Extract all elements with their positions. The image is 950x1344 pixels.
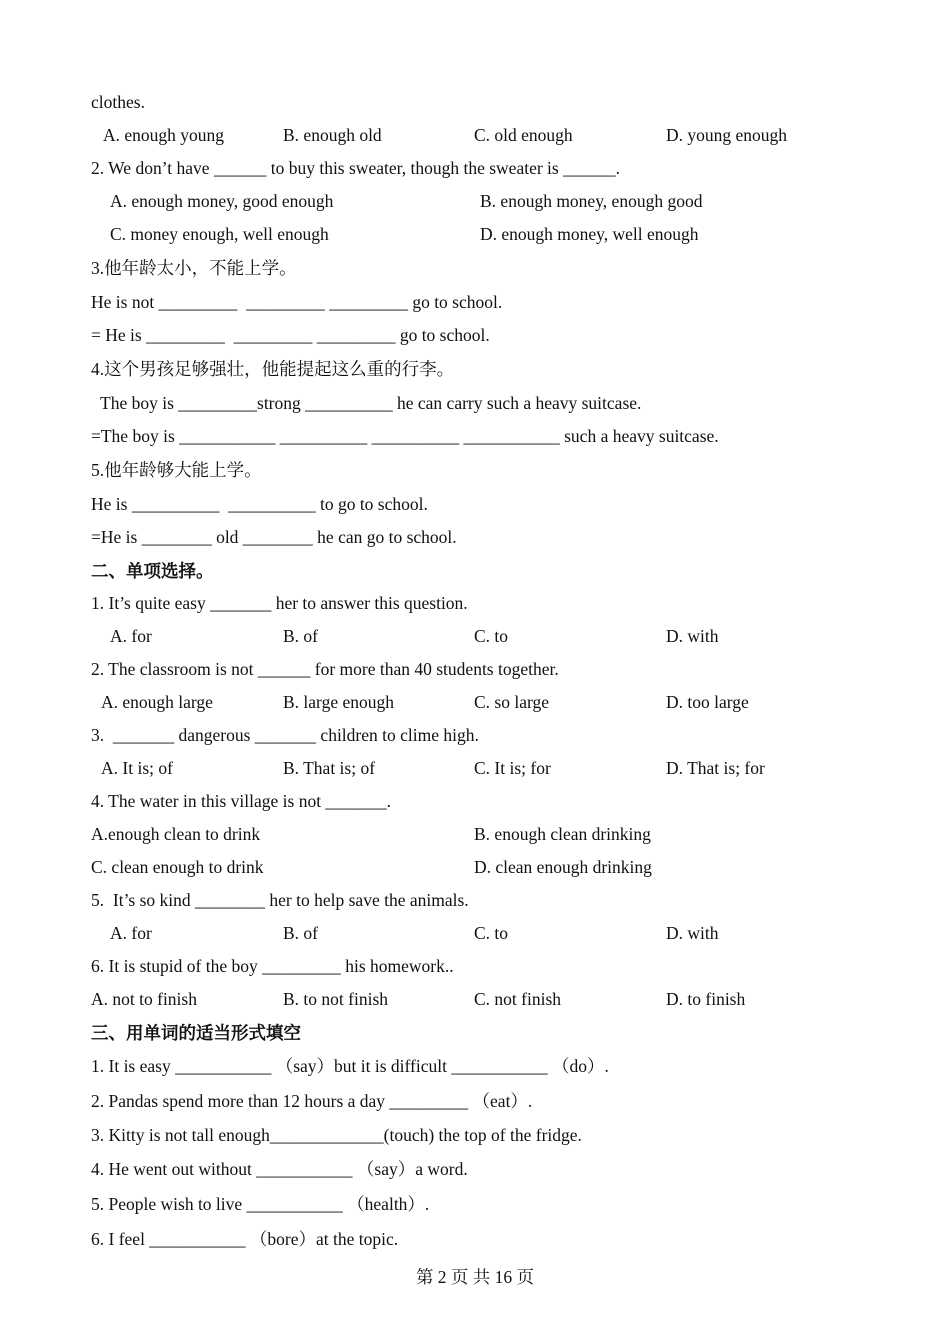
- option-b: B. of: [283, 626, 318, 646]
- section-heading: 二、单项选择。: [91, 561, 214, 581]
- option-a: A. enough money, good enough: [110, 191, 334, 211]
- option-d: D. clean enough drinking: [474, 857, 652, 877]
- text-line: The boy is _________strong __________ he can carry such a heavy suitcase.: [100, 393, 642, 413]
- question: 5. People wish to live ___________ （health）.: [91, 1194, 430, 1214]
- question: 5.他年龄够大能上学。: [91, 460, 262, 480]
- option-d: D. young enough: [666, 125, 788, 145]
- option-d: D. enough money, well enough: [480, 224, 699, 244]
- question: 5. It’s so kind ________ her to help save the animals.: [91, 890, 469, 910]
- option-c: C. to: [474, 923, 509, 943]
- question: 3.他年龄太小，不能上学。: [91, 258, 297, 278]
- question: 6. It is stupid of the boy _________ his homework..: [91, 956, 454, 976]
- option-c: C. not finish: [474, 989, 562, 1009]
- option-b: B. enough old: [283, 125, 382, 145]
- option-b: B. enough money, enough good: [480, 191, 703, 211]
- option-c: C. It is; for: [474, 758, 551, 778]
- text-line: = He is _________ _________ _________ go to school.: [91, 325, 490, 345]
- option-c: C. to: [474, 626, 509, 646]
- option-a: A. not to finish: [91, 989, 197, 1009]
- option-d: D. too large: [666, 692, 749, 712]
- question: 4.这个男孩足够强壮，他能提起这么重的行李。: [91, 359, 455, 379]
- option-b: B. of: [283, 923, 318, 943]
- option-a: A. for: [110, 923, 152, 943]
- text-line: =He is ________ old ________ he can go to school.: [91, 527, 457, 547]
- question: 2. Pandas spend more than 12 hours a day _________ （eat）.: [91, 1091, 533, 1111]
- option-a: A. enough young: [103, 125, 225, 145]
- option-d: D. to finish: [666, 989, 746, 1009]
- option-c: C. so large: [474, 692, 550, 712]
- question: 2. We don’t have ______ to buy this sweater, though the sweater is ______.: [91, 158, 620, 178]
- option-b: B. That is; of: [283, 758, 376, 778]
- question: 3. Kitty is not tall enough_____________(touch) the top of the fridge.: [91, 1125, 582, 1145]
- text-line: He is not _________ _________ _________ go to school.: [91, 292, 503, 312]
- text-line: He is __________ __________ to go to school.: [91, 494, 428, 514]
- question: 4. The water in this village is not _______.: [91, 791, 392, 811]
- option-d: D. with: [666, 923, 719, 943]
- option-c: C. money enough, well enough: [110, 224, 329, 244]
- section-heading: 三、用单词的适当形式填空: [91, 1023, 301, 1043]
- option-b: B. enough clean drinking: [474, 824, 651, 844]
- option-c: C. clean enough to drink: [91, 857, 264, 877]
- question: 6. I feel ___________ （bore）at the topic.: [91, 1229, 399, 1249]
- question: 4. He went out without ___________ （say）a word.: [91, 1159, 468, 1179]
- question: 3. _______ dangerous _______ children to clime high.: [91, 725, 479, 745]
- text-line: =The boy is ___________ __________ __________ ___________ such a heavy suitcase.: [91, 426, 719, 446]
- option-a: A.enough clean to drink: [91, 824, 261, 844]
- text-line: clothes.: [91, 92, 145, 112]
- option-b: B. to not finish: [283, 989, 389, 1009]
- option-d: D. with: [666, 626, 719, 646]
- option-c: C. old enough: [474, 125, 573, 145]
- option-b: B. large enough: [283, 692, 394, 712]
- option-d: D. That is; for: [666, 758, 765, 778]
- option-a: A. enough large: [101, 692, 213, 712]
- question: 1. It is easy ___________ （say）but it is difficult ___________ （do）.: [91, 1056, 609, 1076]
- question: 2. The classroom is not ______ for more than 40 students together.: [91, 659, 559, 679]
- page-number: 第 2 页 共 16 页: [415, 1267, 535, 1287]
- question: 1. It’s quite easy _______ her to answer this question.: [91, 593, 468, 613]
- option-a: A. for: [110, 626, 152, 646]
- option-a: A. It is; of: [101, 758, 173, 778]
